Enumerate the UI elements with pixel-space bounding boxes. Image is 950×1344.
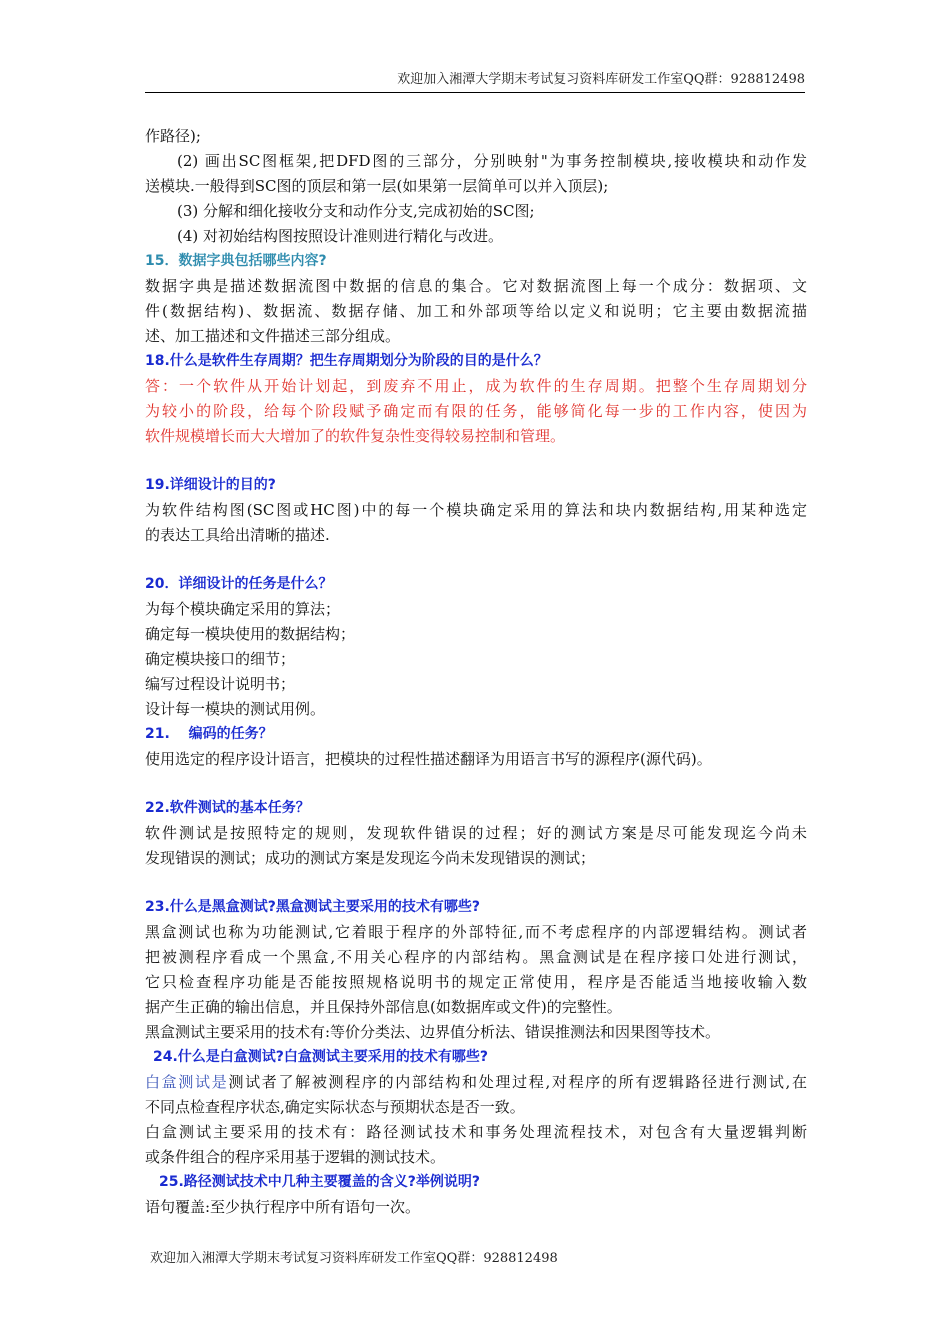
paragraph-line: 述、加工描述和文件描述三部分组成。: [145, 327, 401, 345]
answer-line: 软件规模增长而大大增加了的软件复杂性变得较易控制和管理。: [145, 427, 566, 445]
paragraph-line: 白盒测试主要采用的技术有：路径测试技术和事务处理流程技术，对包含有大量逻辑判断: [145, 1123, 807, 1141]
question-heading-20: 20．详细设计的任务是什么？: [145, 576, 333, 592]
paragraph-line: (4) 对初始结构图按照设计准则进行精化与改进。: [177, 227, 504, 245]
paragraph-line: 语句覆盖:至少执行程序中所有语句一次。: [145, 1198, 421, 1216]
paragraph-line: 件(数据结构)、数据流、数据存储、加工和外部项等给以定义和说明；它主要由数据流描: [145, 302, 807, 320]
answer-line: 答：一个软件从开始计划起，到废弃不用止，成为软件的生存周期。把整个生存周期划分: [145, 377, 807, 395]
paragraph-line: 把被测程序看成一个黑盒,不用关心程序的内部结构。黑盒测试是在程序接口处进行测试，: [145, 948, 807, 966]
paragraph-line: [145, 1070, 807, 1095]
question-heading-25: 25.路径测试技术中几种主要覆盖的含义?举例说明?: [159, 1174, 481, 1190]
list-item: 编写过程设计说明书；: [145, 675, 296, 693]
paragraph-line: 作路径);: [145, 127, 201, 145]
page-footer: 欢迎加入湘潭大学期末考试复习资料库研发工作室QQ群：928812498: [150, 1251, 558, 1266]
paragraph-line: 黑盒测试也称为功能测试,它着眼于程序的外部特征,而不考虑程序的内部逻辑结构。测试者: [145, 923, 807, 941]
paragraph-line: (3) 分解和细化接收分支和动作分支,完成初始的SC图;: [177, 202, 535, 220]
question-heading-19: 19.详细设计的目的?: [145, 477, 276, 493]
question-heading-23: 23.什么是黑盒测试?黑盒测试主要采用的技术有哪些?: [145, 899, 481, 915]
answer-line: 为较小的阶段，给每个阶段赋予确定而有限的任务，能够简化每一步的工作内容，使因为: [145, 402, 807, 420]
list-item: 确定模块接口的细节；: [145, 650, 296, 668]
page-header: 欢迎加入湘潭大学期末考试复习资料库研发工作室QQ群：928812498: [145, 68, 805, 93]
paragraph-text: 测试者了解被测程序的内部结构和处理过程,对程序的所有逻辑路径进行测试,在: [228, 1073, 807, 1091]
question-heading-22: 22.软件测试的基本任务？: [145, 800, 310, 816]
paragraph-line: 黑盒测试主要采用的技术有:等价分类法、边界值分析法、错误推测法和因果图等技术。: [145, 1023, 721, 1041]
paragraph-line: 数据字典是描述数据流图中数据的信息的集合。它对数据流图上每一个成分：数据项、文: [145, 277, 807, 295]
question-heading-18: 18.什么是软件生存周期？把生存周期划分为阶段的目的是什么？: [145, 353, 548, 369]
page-content: [145, 124, 807, 1220]
paragraph-line: (2) 画出SC图框架,把DFD图的三部分，分别映射"为事务控制模块,接收模块和动作发: [177, 152, 807, 170]
paragraph-line: 为软件结构图(SC图或HC图)中的每一个模块确定采用的算法和块内数据结构,用某种选定: [145, 501, 807, 519]
paragraph-line: 软件测试是按照特定的规则，发现软件错误的过程；好的测试方案是尽可能发现迄今尚未: [145, 824, 807, 842]
paragraph-line: 据产生正确的输出信息，并且保持外部信息(如数据库或文件)的完整性。: [145, 998, 622, 1016]
paragraph-line: 不同点检查程序状态,确定实际状态与预期状态是否一致。: [145, 1098, 525, 1116]
list-item: 设计每一模块的测试用例。: [145, 700, 326, 718]
white-box-testing-link[interactable]: 白盒测试是: [145, 1073, 229, 1091]
paragraph-line: 送模块.一般得到SC图的顶层和第一层(如果第一层简单可以并入顶层);: [145, 177, 609, 195]
list-item: 为每个模块确定采用的算法；: [145, 600, 341, 618]
paragraph-line: 的表达工具给出清晰的描述.: [145, 526, 330, 544]
question-heading-24: 24.什么是白盒测试?白盒测试主要采用的技术有哪些?: [153, 1049, 489, 1065]
paragraph-line: 发现错误的测试；成功的测试方案是发现迄今尚未发现错误的测试；: [145, 849, 596, 867]
paragraph-line: 它只检查程序功能是否能按照规格说明书的规定正常使用，程序是否能适当地接收输入数: [145, 973, 807, 991]
paragraph-line: 使用选定的程序设计语言，把模块的过程性描述翻译为用语言书写的源程序(源代码)。: [145, 750, 712, 768]
question-heading-21: 21. 编码的任务？: [145, 726, 273, 742]
paragraph-line: 或条件组合的程序采用基于逻辑的测试技术。: [145, 1148, 446, 1166]
list-item: 确定每一模块使用的数据结构；: [145, 625, 356, 643]
question-heading-15: 15．数据字典包括哪些内容?: [145, 253, 327, 269]
